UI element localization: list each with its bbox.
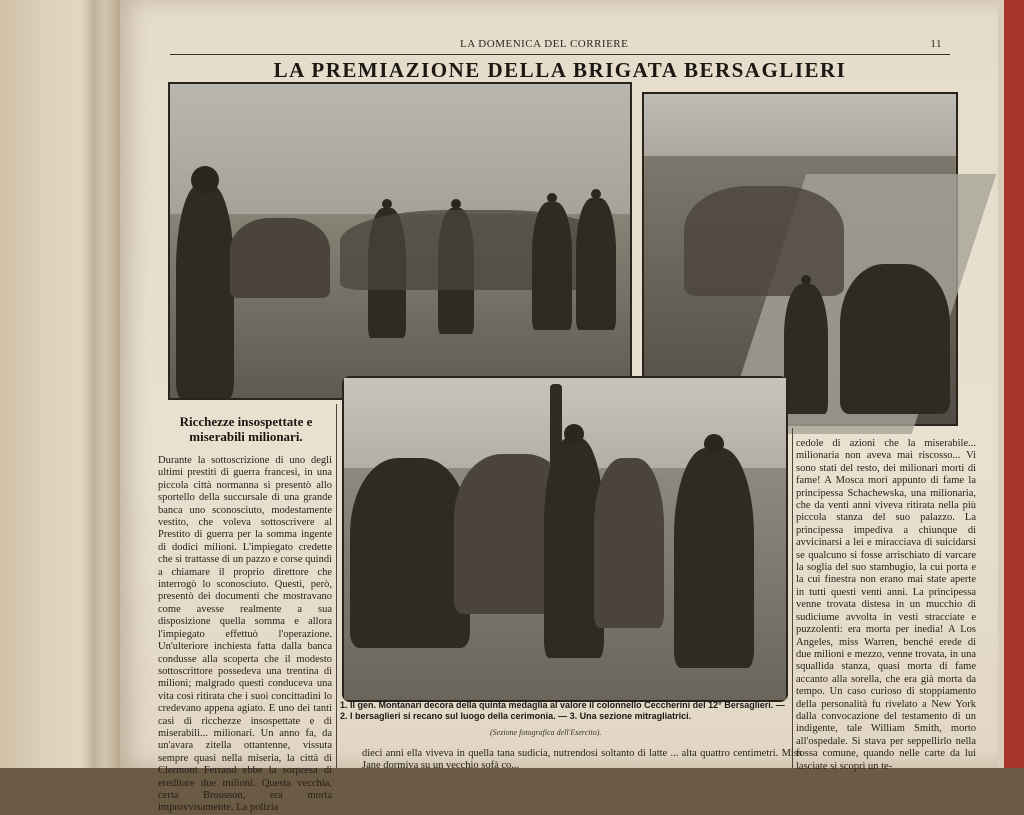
red-background-strip bbox=[1004, 0, 1024, 768]
left-page-edge bbox=[0, 0, 120, 768]
column-rule bbox=[792, 428, 793, 768]
article-text-bottom: dieci anni ella viveva in quella tana sudicia, nutrendosi soltanto di latte ... alta quattro centimetri. Miss Jane dormiva su un vecchio sofà co... bbox=[362, 748, 802, 772]
page-number: 11 bbox=[930, 38, 942, 50]
masthead-title: LA DOMENICA DEL CORRIERE bbox=[460, 38, 629, 50]
photo-machine-gun-section bbox=[342, 376, 788, 702]
article-text-right: cedole di azioni che la miserabile... milionaria non aveva mai riscosso... Vi sono stati del resto, dei milionari morti di fame! A Mosca morì appunto di fame la principessa Schachewska, una milionaria, che da venti anni viveva ritirata nella più piccola stanza del suo palazzo. La principessa impediva a chiunque di avvicinarsi a lei e miracciava di suicidarsi se qualcuno si fosse arrischiato di varcare la soglia del suo stambugio, la cui porta e la cui finestra non erano mai state aperte in tutti questi venti anni. La principessa venne trovata distesa in un mucchio di sudiciume avvolta in vesti stracciate e puzzolenti: era morta per inedia! A Los Angeles, miss Warren, benché erede di due milioni e mezzo, venne trovata, in una squallida stanza, quasi morta di fame accanto alla sorella, che era già morta da tempo. Un caso curioso di stoppiamento della personalità fu rivelato a New York dalla convocazione del testamento di un indigente, tale William Smith, morto all'ospedale. Si stava per seppellirlo nella fossa comune, quando nelle carte da lui lasciate si scoprì un te- bbox=[796, 438, 976, 772]
article-title: Ricchezze insospettate e miserabili milionari. bbox=[179, 414, 313, 444]
page-fold bbox=[82, 0, 106, 768]
masthead bbox=[170, 36, 950, 55]
headline: LA PREMIAZIONE DELLA BRIGATA BERSAGLIERI bbox=[273, 58, 847, 82]
officer-figure bbox=[176, 184, 234, 398]
photo-credit: (Sezione fotografica dell'Esercito). bbox=[490, 728, 602, 737]
article-text-left: Durante la sottoscrizione di uno degli ultimi prestiti di guerra francesi, in una piccola città normanna si presentò allo sportello della succursale di una grande banca uno sconosciuto, modestamente vestito, che voleva sottoscrivere al Prestito di guerra per la somma ingente di dodici milioni. L'impiegato credette che si trattasse di un pazzo e corse quindi a chiamare il proprio direttore che interrogò lo sconosciuto. Questi, però, presentò dei documenti che mostravano come avesse realmente a sua disposizione quella somma e allora l'impiegato effettuò l'operazione. Un'ulteriore inchiesta fatta dalla banca condusse alla scoperta che il modesto sottoscrittore possedeva una trentina di milioni; malgrado questi conduceva una vita così ritirata che i suoi concittadini lo credevano appena agiato. E uno dei tanti casi di ricchezze insospettate e di miserabili... milionari. Un anno fa, da un'avara zitella ottantenne, vissuta sempre quasi nella miseria, la città di Clermont Ferrand ebbe la sorpresa di ereditare due milioni. Questa vecchia, certa Brousson, era morta improvvisamente. La polizia bbox=[158, 455, 332, 814]
photo-ceremony bbox=[168, 82, 632, 400]
column-rule bbox=[336, 404, 337, 768]
photo-caption: 1. Il gen. Montanari decora della quinta medaglia al valore il colonnello Ceccherini del 12° Bersaglieri. — 2. I bersaglieri si recano sul luogo della cerimonia. — 3. Una sezione mitragliatrici. bbox=[340, 700, 785, 721]
